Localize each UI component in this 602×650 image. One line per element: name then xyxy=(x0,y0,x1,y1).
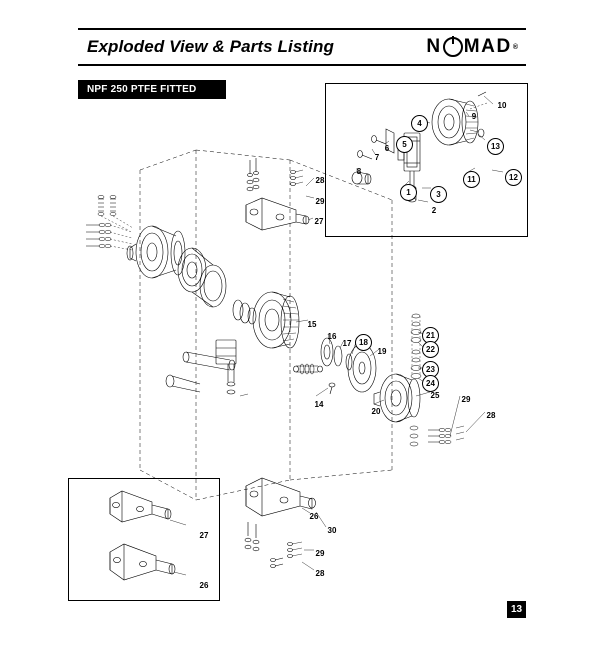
callout-8: 8 xyxy=(356,166,362,176)
nomad-logo xyxy=(426,36,518,58)
callout-15: 15 xyxy=(307,319,317,329)
callout-9: 9 xyxy=(471,111,477,121)
brand-registered-mark: ® xyxy=(512,43,518,51)
page-number-badge: 13 xyxy=(507,601,526,618)
callout-29: 29 xyxy=(315,196,325,206)
callout-12: 12 xyxy=(505,169,522,186)
callout-7: 7 xyxy=(374,152,380,162)
model-label: NPF 250 PTFE FITTED xyxy=(78,80,226,99)
callout-10: 10 xyxy=(497,100,507,110)
page-header xyxy=(78,28,526,66)
callout-5: 5 xyxy=(396,136,413,153)
brand-text-part1: N xyxy=(426,36,442,57)
callout-26: 26 xyxy=(309,511,319,521)
callout-19: 19 xyxy=(377,346,387,356)
callout-18: 18 xyxy=(355,334,372,351)
callout-30: 30 xyxy=(327,525,337,535)
callout-28: 28 xyxy=(486,410,496,420)
callout-1: 1 xyxy=(400,184,417,201)
callout-14: 14 xyxy=(314,399,324,409)
callout-2: 2 xyxy=(431,205,437,215)
callout-28: 28 xyxy=(315,568,325,578)
callout-4: 4 xyxy=(411,115,428,132)
callout-17: 17 xyxy=(342,338,352,348)
callout-11: 11 xyxy=(463,171,480,188)
callout-22: 22 xyxy=(422,341,439,358)
callout-29: 29 xyxy=(315,548,325,558)
brand-o-icon xyxy=(443,37,463,57)
callout-20: 20 xyxy=(371,406,381,416)
page-title: Exploded View & Parts Listing xyxy=(87,37,334,56)
callout-24: 24 xyxy=(422,375,439,392)
callout-6: 6 xyxy=(384,143,390,153)
callout-27: 27 xyxy=(199,530,209,540)
callout-26: 26 xyxy=(199,580,209,590)
callout-25: 25 xyxy=(430,390,440,400)
callout-21: 21 xyxy=(422,327,439,344)
callout-23: 23 xyxy=(422,361,439,378)
callout-28: 28 xyxy=(315,175,325,185)
callout-3: 3 xyxy=(430,186,447,203)
callout-16: 16 xyxy=(327,331,337,341)
callout-13: 13 xyxy=(487,138,504,155)
callout-27: 27 xyxy=(314,216,324,226)
callout-29: 29 xyxy=(461,394,471,404)
brand-text-part2: MAD xyxy=(463,36,512,57)
